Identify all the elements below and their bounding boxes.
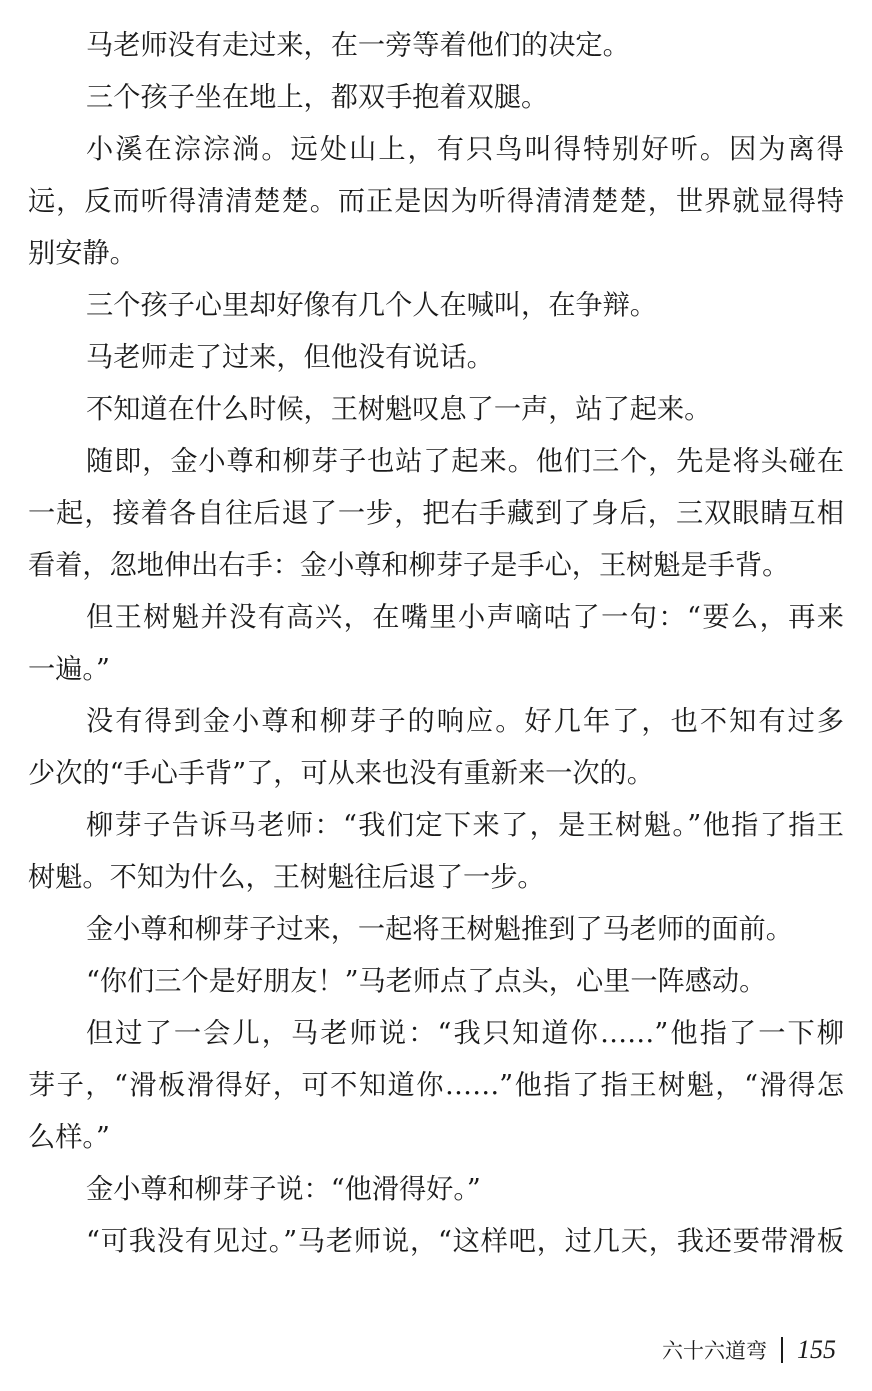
text-line: 三个孩子坐在地上，都双手抱着双腿。 bbox=[86, 82, 549, 113]
text-line: 远，反而听得清清楚楚。而正是因为听得清清楚楚，世界就显得特 bbox=[28, 186, 844, 217]
page-number: 155 bbox=[797, 1335, 836, 1364]
text-line: 少次的“手心手背”了，可从来也没有重新来一次的。 bbox=[28, 758, 654, 789]
text-line: 不知道在什么时候，王树魁叹息了一声，站了起来。 bbox=[86, 394, 712, 425]
text-line: 一起，接着各自往后退了一步，把右手藏到了身后，三双眼睛互相 bbox=[28, 498, 844, 529]
text-line: 芽子，“滑板滑得好，可不知道你……”他指了指王树魁，“滑得怎 bbox=[28, 1070, 844, 1101]
text-line: 金小尊和柳芽子说：“他滑得好。” bbox=[86, 1174, 481, 1205]
text-line: 随即，金小尊和柳芽子也站了起来。他们三个，先是将头碰在 bbox=[86, 446, 844, 477]
text-line: 马老师走了过来，但他没有说话。 bbox=[86, 342, 494, 373]
text-line: 看着，忽地伸出右手：金小尊和柳芽子是手心，王树魁是手背。 bbox=[28, 550, 790, 581]
book-title: 六十六道弯 bbox=[662, 1339, 767, 1363]
text-line: 金小尊和柳芽子过来，一起将王树魁推到了马老师的面前。 bbox=[86, 914, 793, 945]
text-line: 柳芽子告诉马老师：“我们定下来了，是王树魁。”他指了指王 bbox=[86, 810, 844, 841]
page-footer bbox=[662, 1330, 836, 1370]
text-line: 别安静。 bbox=[28, 238, 137, 269]
footer-divider bbox=[781, 1337, 783, 1363]
text-line: 但王树魁并没有高兴，在嘴里小声嘀咕了一句：“要么，再来 bbox=[86, 602, 844, 633]
text-line: 小溪在淙淙淌。远处山上，有只鸟叫得特别好听。因为离得 bbox=[86, 134, 844, 165]
text-line: “你们三个是好朋友！”马老师点了点头，心里一阵感动。 bbox=[86, 966, 767, 997]
text-line: 么样。” bbox=[28, 1122, 110, 1153]
text-line: “可我没有见过。”马老师说，“这样吧，过几天，我还要带滑板 bbox=[86, 1226, 844, 1257]
text-line: 树魁。不知为什么，王树魁往后退了一步。 bbox=[28, 862, 545, 893]
text-line: 但过了一会儿，马老师说：“我只知道你……”他指了一下柳 bbox=[86, 1018, 844, 1049]
text-line: 马老师没有走过来，在一旁等着他们的决定。 bbox=[86, 30, 630, 61]
text-line: 没有得到金小尊和柳芽子的响应。好几年了，也不知有过多 bbox=[86, 706, 844, 737]
text-line: 三个孩子心里却好像有几个人在喊叫，在争辩。 bbox=[86, 290, 657, 321]
text-line: 一遍。” bbox=[28, 654, 110, 685]
